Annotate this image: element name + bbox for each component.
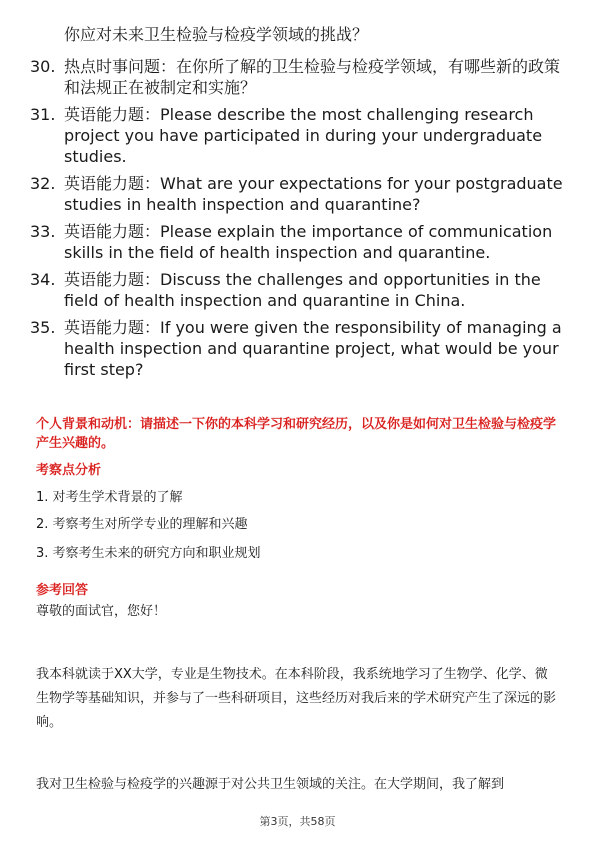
question-text: 英语能力题：Discuss the challenges and opportunities in the field of health inspection and quarantine in China.: [64, 270, 541, 310]
question-item: [30, 56, 570, 98]
analysis-point: 2. 考察考生对所学专业的理解和兴趣: [36, 517, 248, 532]
question-number: 34.: [30, 270, 56, 289]
question-item: [30, 317, 570, 380]
question-number: 32.: [30, 174, 56, 193]
question-text: 英语能力题：Please explain the importance of communication skills in the field of health inspection and quarantine.: [64, 222, 553, 262]
analysis-point: 1. 对考生学术背景的了解: [36, 490, 183, 505]
analysis-point: 3. 考察考生未来的研究方向和职业规划: [36, 546, 261, 561]
question-number: 30.: [30, 57, 56, 76]
answer-paragraph: 我对卫生检验与检疫学的兴趣源于对公共卫生领域的关注。在大学期间，我了解到: [36, 777, 505, 792]
question-list: [30, 56, 570, 386]
question-number: 31.: [30, 105, 56, 124]
answer-heading: 参考回答: [36, 583, 89, 598]
question-text: 英语能力题：If you were given the responsibility of managing a health inspection and quarantine project, what would be your first step?: [64, 318, 562, 379]
question-text: 热点时事问题：在你所了解的卫生检验与检疫学领域，有哪些新的政策和法规正在被制定和实施？: [64, 57, 561, 97]
section-question-heading: 个人背景和动机：请描述一下你的本科学习和研究经历，以及你是如何对卫生检验与检疫学产生兴趣的。: [36, 417, 557, 451]
question-item: [30, 173, 570, 215]
answer-paragraph: 尊敬的面试官，您好！: [36, 604, 167, 619]
question-number: 35.: [30, 318, 56, 337]
question-number: 33.: [30, 222, 56, 241]
analysis-heading: 考察点分析: [36, 463, 102, 478]
question-item: [30, 269, 570, 311]
answer-paragraph: 我本科就读于XX大学，专业是生物技术。在本科阶段，我系统地学习了生物学、化学、微生物学等基础知识，并参与了一些科研项目，这些经历对我后来的学术研究产生了深远的影响。: [36, 667, 557, 730]
question-text: 英语能力题：Please describe the most challenging research project you have participated in during your undergraduate studies.: [64, 105, 543, 166]
question-item: [30, 104, 570, 167]
continued-question-text: 你应对未来卫生检验与检疫学领域的挑战？: [64, 25, 369, 44]
question-text: 英语能力题：What are your expectations for your postgraduate studies in health inspection and quarantine?: [64, 174, 563, 214]
page-footer: 第3页，共58页: [259, 815, 336, 828]
question-item: [30, 221, 570, 263]
